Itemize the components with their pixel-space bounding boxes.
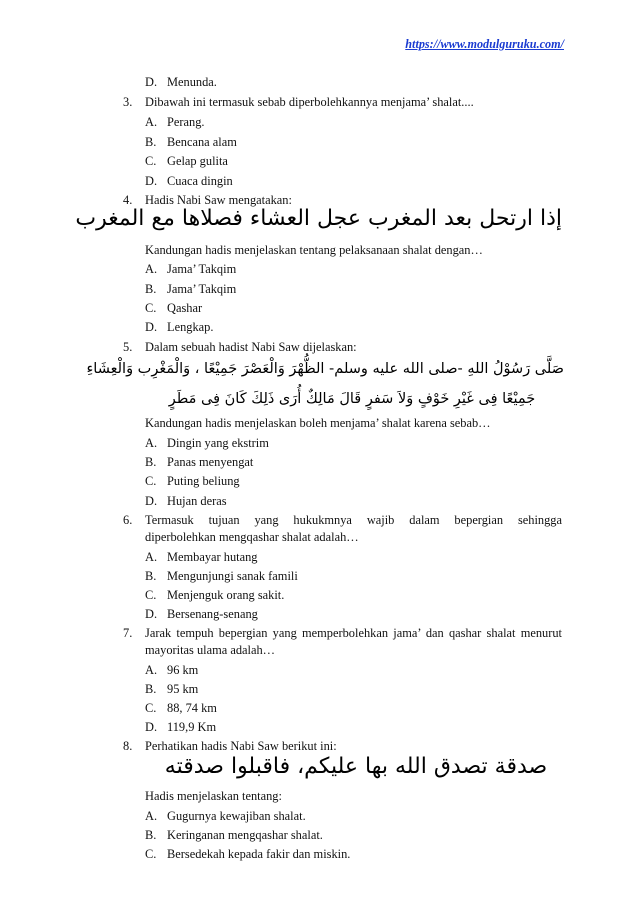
option-letter: A. — [145, 115, 158, 129]
question-number: 7. — [123, 626, 133, 640]
header-url-link[interactable]: https://www.modulguruku.com/ — [405, 37, 564, 51]
option-letter: A. — [145, 663, 158, 677]
arabic-hadith: إذا ارتحل بعد المغرب عجل العشاء فصلاها مع المغرب — [75, 206, 562, 231]
question-text: Hadis Nabi Saw mengatakan: — [145, 193, 292, 207]
option-letter: D. — [145, 494, 158, 508]
question-followup: Hadis menjelaskan tentang: — [145, 789, 282, 803]
option-letter: C. — [145, 701, 157, 715]
option-letter: C. — [145, 588, 157, 602]
option-text: 95 km — [167, 682, 199, 696]
arabic-hadith-line-2: جَمِيْعًا فِى غَيْرِ خَوْفٍ وَلاَ سَفرٍ قَالَ مَالِكٌ أُرَى ذَلِكَ كَانَ فِى مَطَرٍ — [168, 391, 536, 407]
option-text: Puting beliung — [167, 474, 240, 488]
option-text: Panas menyengat — [167, 455, 254, 469]
question-followup: Kandungan hadis menjelaskan boleh menjama’ shalat karena sebab… — [145, 416, 491, 430]
option-text: Gelap gulita — [167, 154, 228, 168]
option-letter: B. — [145, 282, 157, 296]
option-text: Gugurnya kewajiban shalat. — [167, 809, 306, 823]
question-number: 6. — [123, 513, 133, 527]
question-text-line-2: diperbolehkan mengqashar shalat adalah… — [145, 530, 359, 544]
option-text: Cuaca dingin — [167, 174, 233, 188]
option-letter: D. — [145, 607, 158, 621]
option-letter: C. — [145, 847, 157, 861]
option-letter: A. — [145, 809, 158, 823]
option-letter: C. — [145, 154, 157, 168]
option-text: 119,9 Km — [167, 720, 217, 734]
option-text: Bersenang-senang — [167, 607, 258, 621]
question-text: Dalam sebuah hadist Nabi Saw dijelaskan: — [145, 340, 357, 354]
option-text: Qashar — [167, 301, 203, 315]
question-text-line-1: Termasuk tujuan yang hukukmnya wajib dalam bepergian sehingga — [145, 513, 562, 527]
option-text: Dingin yang ekstrim — [167, 436, 269, 450]
option-letter: D. — [145, 720, 158, 734]
option-text: Keringanan mengqashar shalat. — [167, 828, 323, 842]
question-text-line-1: Jarak tempuh bepergian yang memperbolehkan jama’ dan qashar shalat menurut — [145, 626, 562, 640]
question-text: Perhatikan hadis Nabi Saw berikut ini: — [145, 739, 337, 753]
option-text: Jama’ Takqim — [167, 262, 237, 276]
option-text: Bencana alam — [167, 135, 237, 149]
option-text: Menjenguk orang sakit. — [167, 588, 285, 602]
option-text: Lengkap. — [167, 320, 214, 334]
question-number: 4. — [123, 193, 133, 207]
question-number: 3. — [123, 95, 133, 109]
option-letter: B. — [145, 135, 157, 149]
option-letter: B. — [145, 455, 157, 469]
option-text: Bersedekah kepada fakir dan miskin. — [167, 847, 351, 861]
option-letter: B. — [145, 682, 157, 696]
question-number: 5. — [123, 340, 133, 354]
arabic-hadith-line-1: صَلَّى رَسُوْلُ اللهِ -صلى الله عليه وسلم- الظُّهْرَ وَالْعَصْرَ جَمِيْعًا ، وَالْمَغْرِب وَالْعِشَاءِ — [86, 361, 564, 377]
option-letter: B. — [145, 569, 157, 583]
option-letter: B. — [145, 828, 157, 842]
arabic-hadith: صدقة تصدق الله بها عليكم، فاقبلوا صدقته — [164, 754, 548, 779]
option-text: Membayar hutang — [167, 550, 258, 564]
option-letter: A. — [145, 436, 158, 450]
question-text-line-2: mayoritas ulama adalah… — [145, 643, 276, 657]
option-text: 96 km — [167, 663, 199, 677]
option-text: Mengunjungi sanak famili — [167, 569, 298, 583]
option-letter: D. — [145, 75, 158, 89]
question-number: 8. — [123, 739, 133, 753]
option-letter: A. — [145, 550, 158, 564]
option-text: Perang. — [167, 115, 205, 129]
question-followup: Kandungan hadis menjelaskan tentang pelaksanaan shalat dengan… — [145, 243, 483, 257]
option-text: 88, 74 km — [167, 701, 217, 715]
option-text: Hujan deras — [167, 494, 227, 508]
option-letter: D. — [145, 320, 158, 334]
option-letter: A. — [145, 262, 158, 276]
option-letter: D. — [145, 174, 158, 188]
option-text: Menunda. — [167, 75, 217, 89]
option-letter: C. — [145, 474, 157, 488]
question-text: Dibawah ini termasuk sebab diperbolehkannya menjama’ shalat.... — [145, 95, 474, 109]
option-letter: C. — [145, 301, 157, 315]
option-text: Jama’ Takqim — [167, 282, 237, 296]
